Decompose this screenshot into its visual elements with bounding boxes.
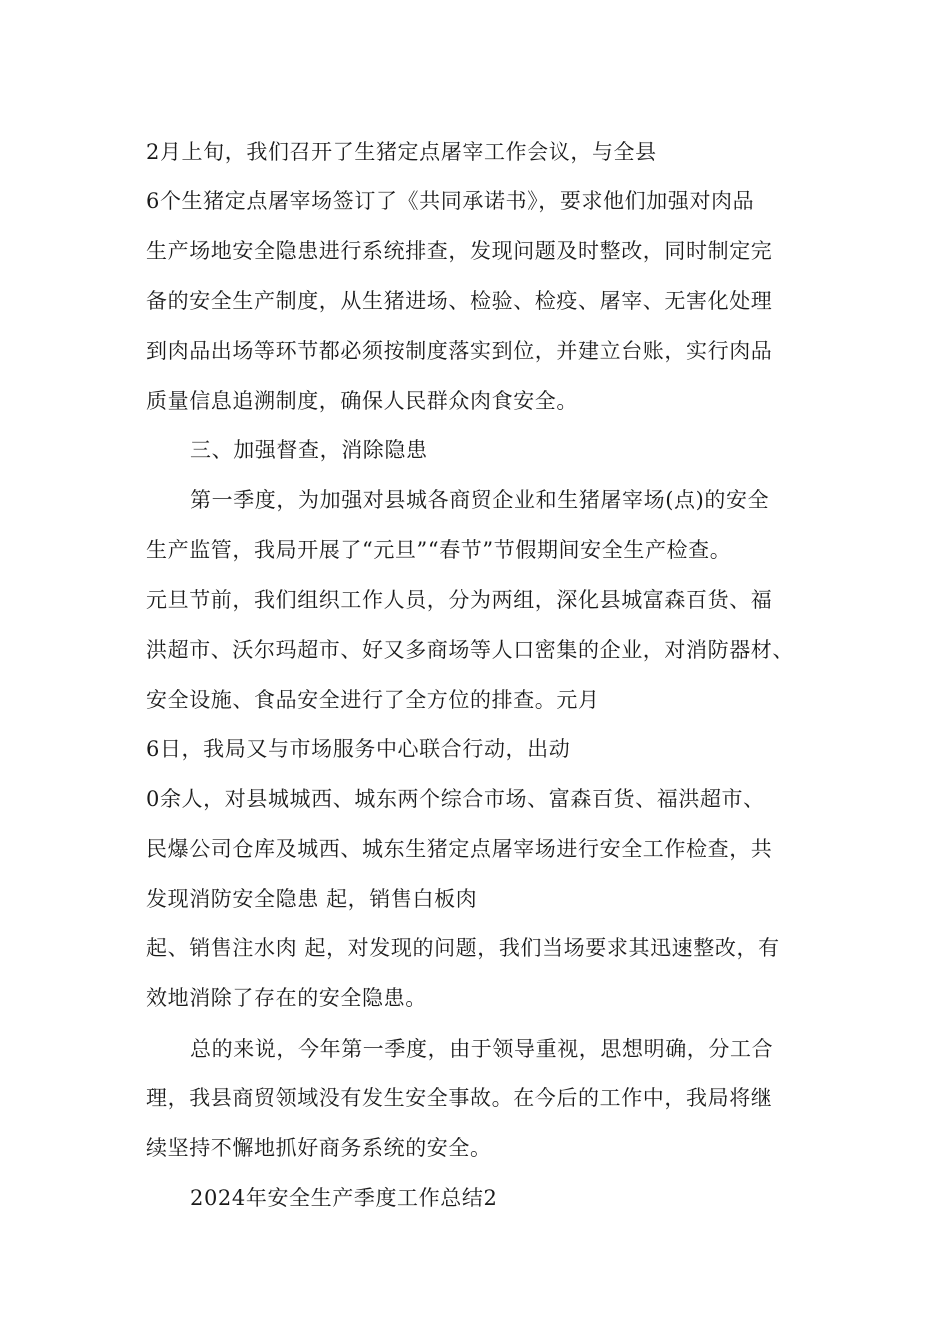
text-line: 生产场地安全隐患进行系统排查，发现问题及时整改，同时制定完 xyxy=(146,239,773,263)
text-line: 6个生猪定点屠宰场签订了《共同承诺书》，要求他们加强对肉品 xyxy=(146,189,755,213)
text-line: 备的安全生产制度，从生猪进场、检验、检疫、屠宰、无害化处理 xyxy=(146,289,773,313)
text-line: 理，我县商贸领域没有发生安全事故。在今后的工作中，我局将继 xyxy=(146,1086,773,1110)
paragraph-start: 第一季度，为加强对县城各商贸企业和生猪屠宰场(点)的安全 xyxy=(190,488,770,512)
text-line: 洪超市、沃尔玛超市、好又多商场等人口密集的企业，对消防器材、 xyxy=(146,638,794,662)
text-line: 续坚持不懈地抓好商务系统的安全。 xyxy=(146,1136,492,1160)
text-line: 0余人，对县城城西、城东两个综合市场、富森百货、福洪超市、 xyxy=(146,787,765,811)
paragraph-start: 总的来说，今年第一季度，由于领导重视，思想明确，分工合 xyxy=(190,1037,774,1061)
text-line: 起、销售注水肉 起，对发现的问题，我们当场要求其迅速整改，有 xyxy=(146,936,780,960)
document-title-line: 2024年安全生产季度工作总结2 xyxy=(190,1186,498,1210)
text-line: 质量信息追溯制度，确保人民群众肉食安全。 xyxy=(146,389,578,413)
text-line: 安全设施、食品安全进行了全方位的排查。元月 xyxy=(146,688,600,712)
text-line: 发现消防安全隐患 起，销售白板肉 xyxy=(146,887,478,911)
text-line: 6日，我局又与市场服务中心联合行动，出动 xyxy=(146,737,571,761)
text-line: 效地消除了存在的安全隐患。 xyxy=(146,986,427,1010)
section-heading: 三、加强督查，消除隐患 xyxy=(190,438,428,462)
text-line: 元旦节前，我们组织工作人员，分为两组，深化县城富森百货、福 xyxy=(146,588,773,612)
text-line: 2月上旬，我们召开了生猪定点屠宰工作会议，与全县 xyxy=(146,140,657,164)
text-line: 到肉品出场等环节都必须按制度落实到位，并建立台账，实行肉品 xyxy=(146,339,773,363)
text-line: 民爆公司仓库及城西、城东生猪定点屠宰场进行安全工作检查，共 xyxy=(146,837,773,861)
text-line: 生产监管，我局开展了“元旦”“春节”节假期间安全生产检查。 xyxy=(146,538,732,562)
